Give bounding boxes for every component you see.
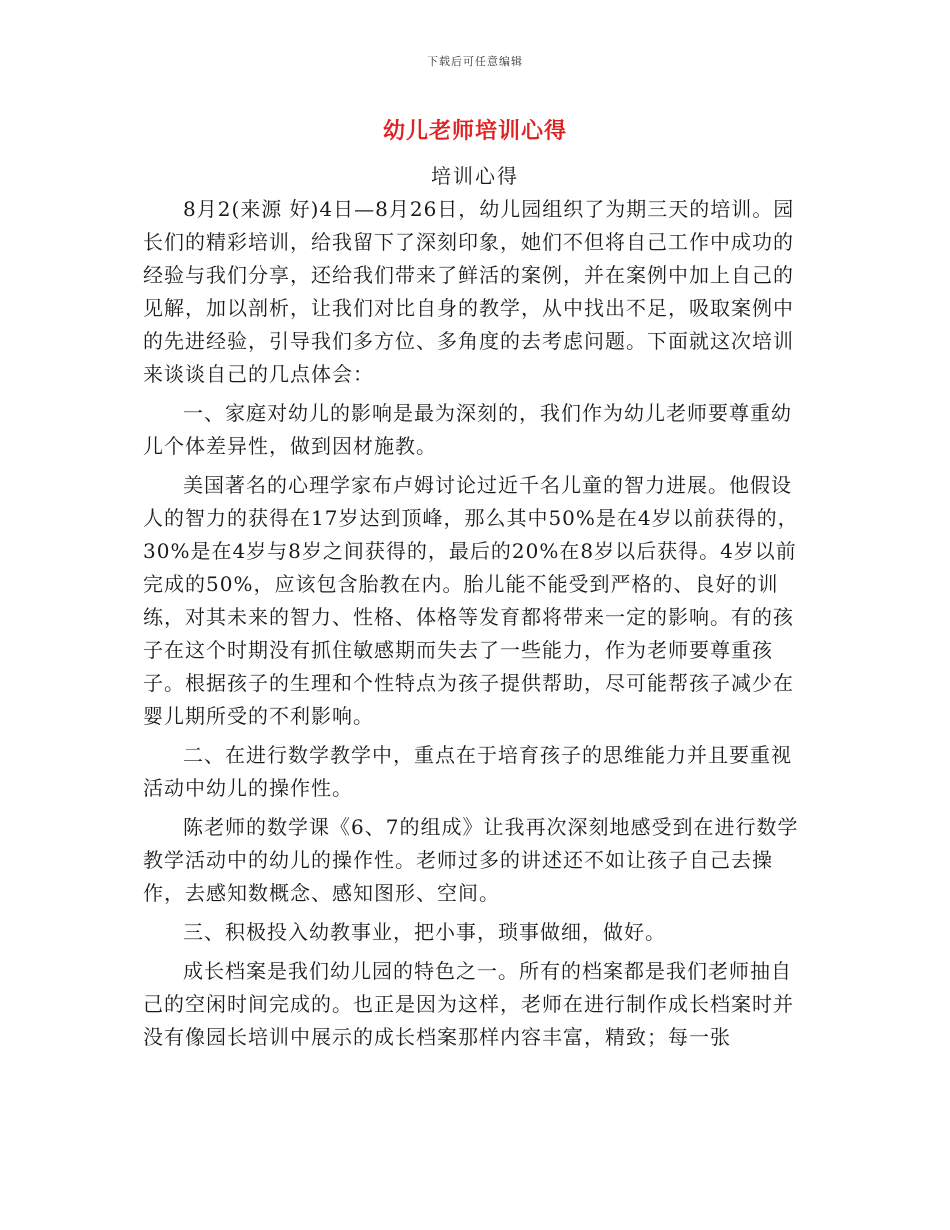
- document-title: 幼儿老师培训心得: [382, 118, 567, 144]
- header-note: 下载后可任意编辑: [427, 55, 523, 68]
- paragraph-growth-files: 成长档案是我们幼儿园的特色之一。所有的档案都是我们老师抽自己的空闲时间完成的。也正是因为这样，老师在进行制作成长档案时并没有像园长培训中展示的成长档案那样内容丰富，精致；每一张: [143, 959, 794, 1049]
- paragraph-bloom-research: 美国著名的心理学家布卢姆讨论过近千名儿童的智力进展。他假设人的智力的获得在17岁达到顶峰，那么其中50%是在4岁以前获得的， 30%是在4岁与8岁之间获得的，最后的20%在8岁以后获得。4岁以前完成的50%，应该包含胎教在内。胎儿能不能受到严格的、良好的训练，对其未来的智力、性格、体格等发育都将带来一定的影响。有的孩子在这个时期没有抓住敏感期而失去了一些能力，作为老师要尊重孩子。根据孩子的生理和个性特点为孩子提供帮助，尽可能帮孩子减少在婴儿期所受的不利影响。: [143, 473, 799, 728]
- paragraph-heading-3: 三、积极投入幼教事业，把小事，琐事做细，做好。: [183, 920, 666, 944]
- document-subtitle: 培训心得: [431, 164, 519, 188]
- paragraph-heading-2: 二、在进行数学教学中，重点在于培育孩子的思维能力并且要重视活动中幼儿的操作性。: [143, 743, 792, 800]
- paragraph-intro: 8月2(来源 好)4日—8月26日，幼儿园组织了为期三天的培训。园长们的精彩培训，给我留下了深刻印象，她们不但将自己工作中成功的经验与我们分享，还给我们带来了鲜活的案例，并在案例中加上自己的见解，加以剖析，让我们对比自身的教学，从中找出不足，吸取案例中的先进经验，引导我们多方位、多角度的去考虑问题。下面就这次培训来谈谈自己的几点体会：: [143, 197, 795, 386]
- paragraph-math-lesson: 陈老师的数学课《6、7的组成》让我再次深刻地感受到在进行数学教学活动中的幼儿的操作性。老师过多的讲述还不如让孩子自己去操作，去感知数概念、感知图形、空间。: [143, 815, 799, 905]
- paragraph-heading-1: 一、家庭对幼儿的影响是最为深刻的，我们作为幼儿老师要尊重幼儿个体差异性，做到因材施教。: [143, 401, 792, 458]
- document-body: [143, 193, 808, 1060]
